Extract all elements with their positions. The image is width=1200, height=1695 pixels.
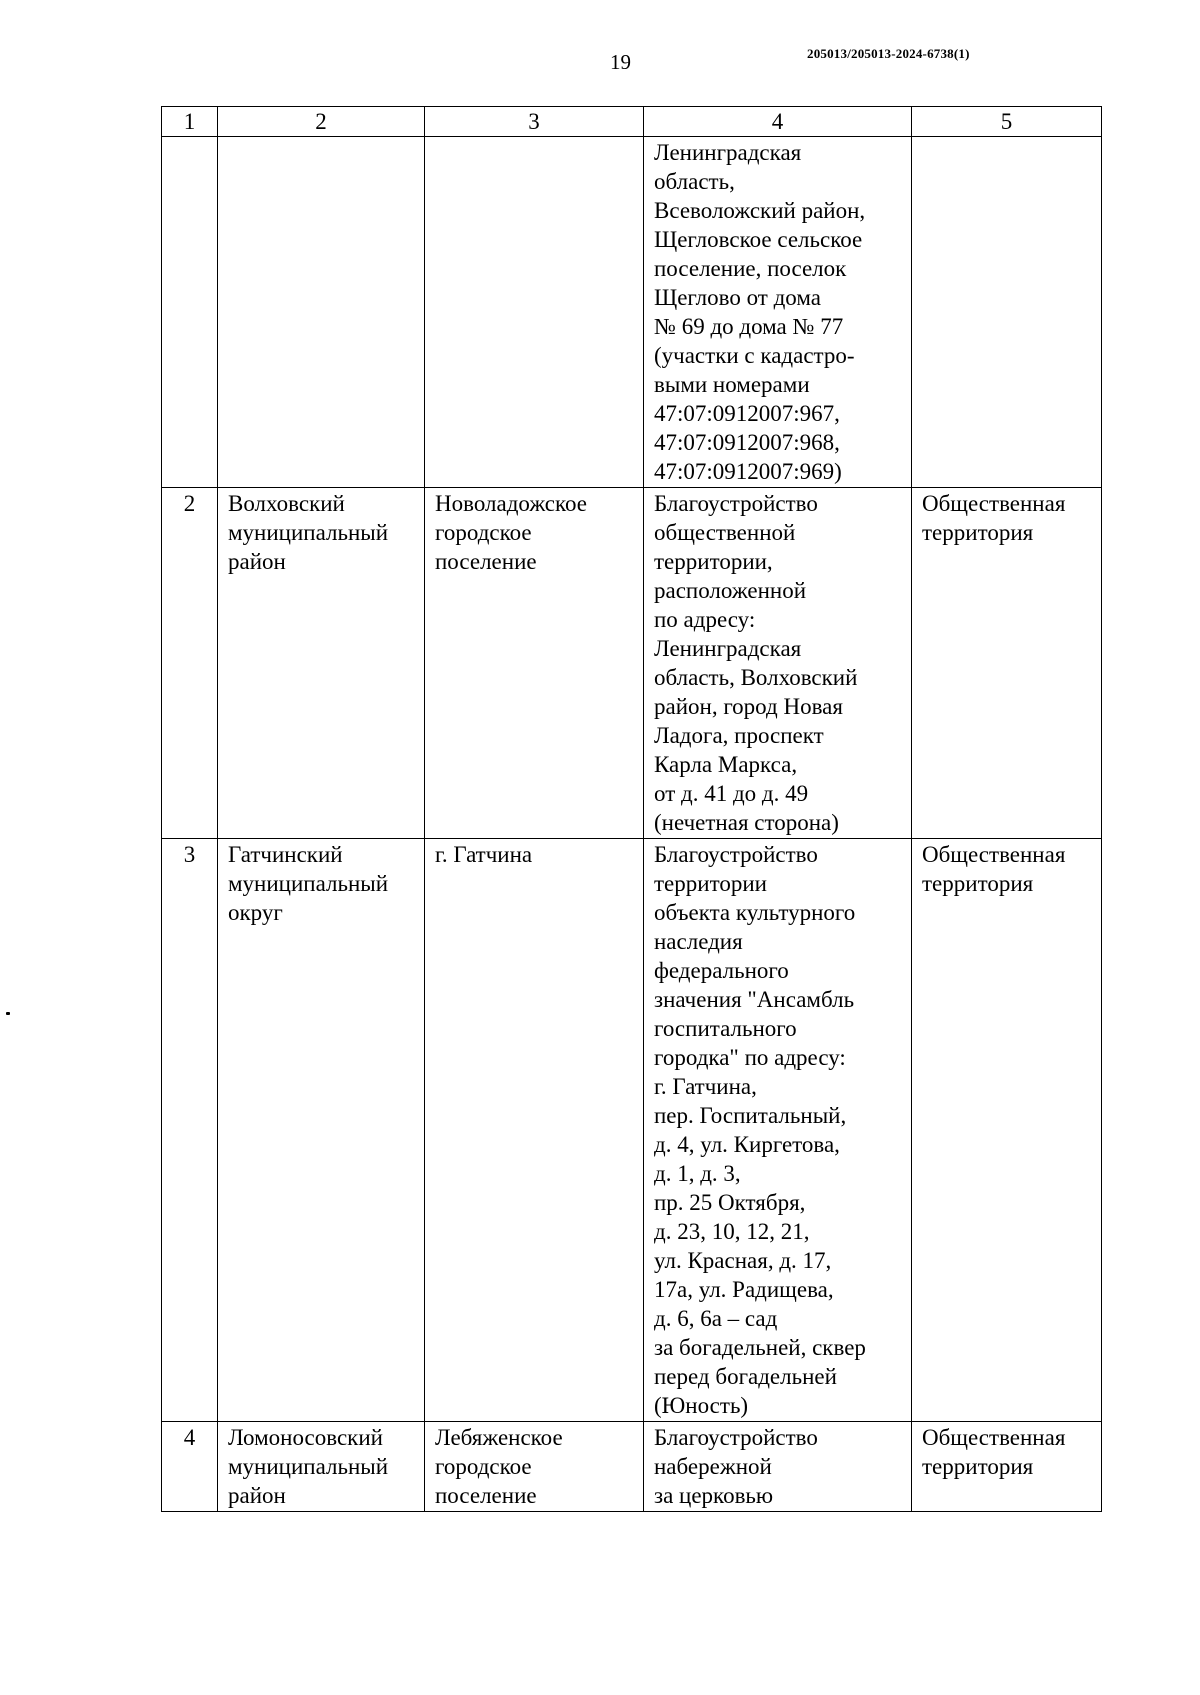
cell-text-line: д. 6, 6а – сад xyxy=(654,1306,778,1331)
cell-text-line: поселение xyxy=(435,549,537,574)
description-cell xyxy=(644,839,912,1422)
cell-text-line: Карла Маркса, xyxy=(654,752,798,777)
table-row xyxy=(162,137,1102,488)
row-number-cell xyxy=(162,137,218,488)
row-number-cell: 3 xyxy=(162,839,218,1422)
cell-text-line: территории xyxy=(654,871,767,896)
cell-text-line: д. 1, д. 3, xyxy=(654,1161,741,1186)
cell-text-line: Лебяженское xyxy=(435,1425,563,1450)
column-header: 4 xyxy=(644,107,912,137)
cell-text-line: поселение xyxy=(435,1483,537,1508)
cell-text-line: Ладога, проспект xyxy=(654,723,824,748)
settlement-cell xyxy=(425,137,644,488)
cell-text-line: за церковью xyxy=(654,1483,774,1508)
cell-text-line: д. 4, ул. Киргетова, xyxy=(654,1132,840,1157)
cell-text-line: территория xyxy=(922,520,1034,545)
cell-text-line: Щегловское сельское xyxy=(654,227,863,252)
document-id: 205013/205013-2024-6738(1) xyxy=(807,46,970,61)
column-header: 5 xyxy=(912,107,1102,137)
cell-text-line: д. 23, 10, 12, 21, xyxy=(654,1219,810,1244)
municipal-district-cell xyxy=(218,1422,425,1512)
cell-text-line: муниципальный xyxy=(228,520,389,545)
territory-type-cell xyxy=(912,1422,1102,1512)
cell-text-line: область, xyxy=(654,169,735,194)
cell-text-line: 47:07:0912007:969) xyxy=(654,459,842,484)
cell-text-line: ул. Красная, д. 17, xyxy=(654,1248,832,1273)
cell-text-line: округ xyxy=(228,900,283,925)
cell-text-line: по адресу: xyxy=(654,607,756,632)
cell-text-line: территория xyxy=(922,871,1034,896)
data-table xyxy=(161,106,1102,1512)
cell-text-line: поселение, поселок xyxy=(654,256,847,281)
municipal-district-cell xyxy=(218,488,425,839)
cell-text-line: Благоустройство xyxy=(654,1425,818,1450)
territory-type-cell xyxy=(912,137,1102,488)
cell-text-line: перед богадельней xyxy=(654,1364,837,1389)
cell-text-line: значения "Ансамбль xyxy=(654,987,855,1012)
cell-text-line: от д. 41 до д. 49 xyxy=(654,781,809,806)
column-header: 1 xyxy=(162,107,218,137)
cell-text-line: 47:07:0912007:968, xyxy=(654,430,840,455)
page-number: 19 xyxy=(610,50,631,74)
column-header: 3 xyxy=(425,107,644,137)
cell-text-line: территории, xyxy=(654,549,773,574)
description-cell xyxy=(644,1422,912,1512)
settlement-cell xyxy=(425,488,644,839)
cell-text-line: расположенной xyxy=(654,578,807,603)
cell-text-line: федерального xyxy=(654,958,789,983)
cell-text-line: пр. 25 Октября, xyxy=(654,1190,806,1215)
cell-text-line: г. Гатчина, xyxy=(654,1074,757,1099)
cell-text-line: муниципальный xyxy=(228,871,389,896)
cell-text-line: 47:07:0912007:967, xyxy=(654,401,840,426)
cell-text-line: (нечетная сторона) xyxy=(654,810,839,835)
column-header: 2 xyxy=(218,107,425,137)
cell-text-line: Ломоносовский xyxy=(228,1425,383,1450)
cell-text-line: г. Гатчина xyxy=(435,842,533,867)
cell-text-line: район, город Новая xyxy=(654,694,843,719)
description-cell xyxy=(644,488,912,839)
cell-text-line: госпитального xyxy=(654,1016,797,1041)
cell-text-line: Новоладожское xyxy=(435,491,588,516)
cell-text-line: Благоустройство xyxy=(654,842,818,867)
cell-text-line: выми номерами xyxy=(654,372,810,397)
cell-text-line: городка" по адресу: xyxy=(654,1045,846,1070)
settlement-cell xyxy=(425,839,644,1422)
cell-text-line: набережной xyxy=(654,1454,772,1479)
cell-text-line: муниципальный xyxy=(228,1454,389,1479)
territory-type-cell xyxy=(912,488,1102,839)
municipal-district-cell xyxy=(218,839,425,1422)
table-row xyxy=(162,1422,1102,1512)
cell-text-line: Ленинградская xyxy=(654,636,802,661)
cell-text-line: городское xyxy=(435,520,532,545)
cell-text-line: Волховский xyxy=(228,491,345,516)
cell-text-line: пер. Госпитальный, xyxy=(654,1103,847,1128)
municipal-district-cell xyxy=(218,137,425,488)
cell-text-line: область, Волховский xyxy=(654,665,858,690)
cell-text-line: район xyxy=(228,549,286,574)
cell-text-line: Ленинградская xyxy=(654,140,802,165)
cell-text-line: 17а, ул. Радищева, xyxy=(654,1277,834,1302)
cell-text-line: объекта культурного xyxy=(654,900,856,925)
row-number-cell: 4 xyxy=(162,1422,218,1512)
cell-text-line: городское xyxy=(435,1454,532,1479)
cell-text-line: за богадельней, сквер xyxy=(654,1335,866,1360)
cell-text-line: район xyxy=(228,1483,286,1508)
scan-speck xyxy=(6,1012,10,1015)
row-number-cell: 2 xyxy=(162,488,218,839)
cell-text-line: Общественная xyxy=(922,1425,1066,1450)
cell-text-line: (участки с кадастро- xyxy=(654,343,855,368)
cell-text-line: Всеволожский район, xyxy=(654,198,866,223)
description-cell xyxy=(644,137,912,488)
cell-text-line: (Юность) xyxy=(654,1393,749,1418)
cell-text-line: № 69 до дома № 77 xyxy=(654,314,844,339)
territory-type-cell xyxy=(912,839,1102,1422)
cell-text-line: территория xyxy=(922,1454,1034,1479)
table-row xyxy=(162,488,1102,839)
cell-text-line: Общественная xyxy=(922,842,1066,867)
cell-text-line: Благоустройство xyxy=(654,491,818,516)
cell-text-line: Гатчинский xyxy=(228,842,343,867)
cell-text-line: общественной xyxy=(654,520,796,545)
table-header-row xyxy=(162,107,1102,137)
table-row xyxy=(162,839,1102,1422)
cell-text-line: Общественная xyxy=(922,491,1066,516)
cell-text-line: наследия xyxy=(654,929,743,954)
cell-text-line: Щеглово от дома xyxy=(654,285,821,310)
settlement-cell xyxy=(425,1422,644,1512)
